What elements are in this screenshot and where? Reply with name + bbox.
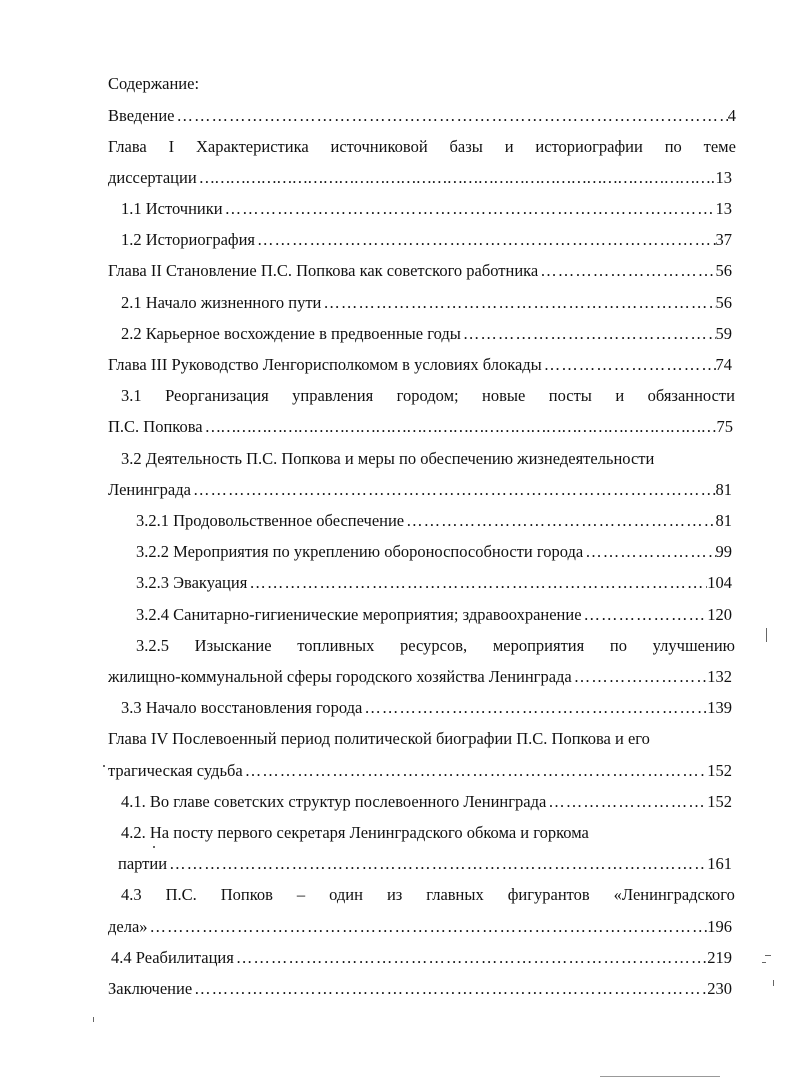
leader-dots bbox=[191, 478, 716, 502]
word: П.С. bbox=[165, 885, 197, 904]
entry-title: П.С. Попкова bbox=[108, 417, 203, 436]
word: – bbox=[296, 885, 306, 904]
toc-entry-3-1-line1 bbox=[121, 384, 735, 408]
toc-entry-3-2-2 bbox=[136, 540, 732, 564]
word: улучшению bbox=[652, 636, 735, 655]
leader-dots bbox=[247, 571, 707, 595]
toc-entry-2-1 bbox=[121, 291, 732, 315]
toc-entry-3-2-3 bbox=[136, 571, 732, 595]
entry-page: 59 bbox=[715, 324, 732, 343]
entry-page: 56 bbox=[715, 261, 732, 280]
word: управления bbox=[292, 386, 374, 405]
entry-title: Введение bbox=[108, 106, 175, 125]
entry-title: Глава III Руководство Ленгорисполкомом в условиях блокады bbox=[108, 355, 542, 374]
toc-entry-3-2-line2 bbox=[108, 478, 732, 502]
toc-entry-3-3 bbox=[121, 696, 732, 720]
word: посты bbox=[548, 386, 592, 405]
word: обязанности bbox=[647, 386, 735, 405]
entry-page: 99 bbox=[715, 542, 732, 561]
entry-page: 75 bbox=[716, 417, 733, 436]
word: и bbox=[615, 386, 625, 405]
toc-entry-2-2 bbox=[121, 322, 732, 346]
leader-dots bbox=[223, 197, 716, 221]
leader-dots bbox=[234, 946, 707, 970]
leader-dots bbox=[148, 915, 708, 939]
toc-entry-3-2-line1: 3.2 Деятельность П.С. Попкова и меры по обеспечению жизнедеятельности bbox=[121, 449, 655, 468]
word: топливных bbox=[297, 636, 375, 655]
leader-dots bbox=[461, 322, 716, 346]
entry-title: 1.2 Историография bbox=[121, 230, 256, 249]
word: источниковой bbox=[330, 137, 428, 156]
entry-title: 3.2.1 Продовольственное обеспечение bbox=[136, 511, 405, 530]
entry-title: Ленинграда bbox=[108, 480, 191, 499]
scan-artifact bbox=[762, 962, 766, 963]
entry-page: 219 bbox=[707, 948, 732, 967]
entry-page: 120 bbox=[707, 605, 732, 624]
toc-entry-introduction bbox=[108, 104, 736, 128]
entry-title: Заключение bbox=[108, 979, 193, 998]
word: 3.1 bbox=[121, 386, 142, 405]
scan-artifact bbox=[153, 846, 155, 848]
entry-title: 1.1 Источники bbox=[121, 199, 223, 218]
entry-page: 13 bbox=[715, 168, 732, 187]
entry-page: 196 bbox=[707, 917, 732, 936]
word: один bbox=[329, 885, 363, 904]
entry-title: 3.2.4 Санитарно-гигиенические мероприятия; здравоохранение bbox=[136, 605, 582, 624]
toc-entry-chapter-1-line1 bbox=[108, 135, 736, 159]
word: новые bbox=[482, 386, 526, 405]
entry-title: трагическая судьба bbox=[108, 761, 243, 780]
leader-dots bbox=[321, 291, 715, 315]
entry-page: 152 bbox=[707, 792, 732, 811]
toc-entry-3-2-4 bbox=[136, 603, 732, 627]
leader-dots bbox=[175, 104, 728, 128]
leader-dots bbox=[542, 353, 716, 377]
entry-title: жилищно-коммунальной сферы городского хозяйства Ленинграда bbox=[108, 667, 572, 686]
entry-title: 3.2.3 Эвакуация bbox=[136, 573, 248, 592]
word: фигурантов bbox=[507, 885, 590, 904]
entry-page: 104 bbox=[707, 573, 732, 592]
word: ресурсов, bbox=[400, 636, 468, 655]
toc-entry-chapter-1-line2 bbox=[108, 166, 732, 190]
entry-title: 4.1. Во главе советских структур послевоенного Ленинграда bbox=[121, 792, 547, 811]
toc-entry-4-2-line2 bbox=[118, 852, 732, 876]
word: базы bbox=[449, 137, 483, 156]
toc-entry-4-1 bbox=[121, 790, 732, 814]
toc-entry-1-1 bbox=[121, 197, 732, 221]
toc-entry-3-2-1 bbox=[136, 509, 732, 533]
toc-entry-chapter-4-line1: Глава IV Послевоенный период политической биографии П.С. Попкова и его bbox=[108, 729, 650, 748]
entry-page: 230 bbox=[707, 979, 732, 998]
toc-entry-3-2-5-line2 bbox=[108, 665, 732, 689]
entry-title: 3.2.2 Мероприятия по укреплению обороноспособности города bbox=[136, 542, 584, 561]
entry-page: 4 bbox=[727, 106, 736, 125]
leader-dots bbox=[404, 509, 715, 533]
word: Реорганизация bbox=[165, 386, 269, 405]
leader-dots bbox=[255, 228, 715, 252]
word: теме bbox=[703, 137, 736, 156]
scan-artifact bbox=[766, 628, 767, 642]
leader-dots bbox=[583, 540, 715, 564]
word: главных bbox=[426, 885, 484, 904]
entry-title: 3.3 Начало восстановления города bbox=[121, 698, 363, 717]
scan-artifact bbox=[103, 765, 105, 767]
entry-page: 56 bbox=[715, 293, 732, 312]
entry-title: 4.4 Реабилитация bbox=[111, 948, 234, 967]
leader-dots bbox=[572, 665, 708, 689]
scan-artifact bbox=[765, 955, 771, 956]
leader-dots bbox=[197, 166, 716, 190]
leader-dots bbox=[203, 415, 717, 439]
word: 4.3 bbox=[121, 885, 142, 904]
entry-page: 81 bbox=[715, 511, 732, 530]
toc-heading: Содержание: bbox=[108, 74, 200, 93]
word: городом; bbox=[396, 386, 459, 405]
word: историографии bbox=[535, 137, 643, 156]
word: по bbox=[609, 636, 627, 655]
toc-entry-4-3-line1 bbox=[121, 883, 735, 907]
entry-title: 2.1 Начало жизненного пути bbox=[121, 293, 322, 312]
word: 3.2.5 bbox=[136, 636, 169, 655]
entry-page: 13 bbox=[715, 199, 732, 218]
leader-dots bbox=[167, 852, 707, 876]
entry-title: Глава II Становление П.С. Попкова как советского работника bbox=[108, 261, 539, 280]
word: Попков bbox=[220, 885, 273, 904]
leader-dots bbox=[546, 790, 707, 814]
entry-title: партии bbox=[118, 854, 168, 873]
entry-page: 81 bbox=[715, 480, 732, 499]
toc-entry-3-2-5-line1 bbox=[136, 634, 735, 658]
entry-page: 161 bbox=[707, 854, 732, 873]
toc-entry-4-2-line1: 4.2. На посту первого секретаря Ленинградского обкома и горкома bbox=[121, 823, 589, 842]
entry-title: дела» bbox=[108, 917, 148, 936]
scan-artifact bbox=[93, 1017, 94, 1022]
word: по bbox=[664, 137, 682, 156]
toc-entry-conclusion bbox=[108, 977, 732, 1001]
word: Характеристика bbox=[195, 137, 309, 156]
toc-entry-1-2 bbox=[121, 228, 732, 252]
word: Глава bbox=[108, 137, 147, 156]
toc-entry-chapter-2 bbox=[108, 259, 732, 283]
toc-entry-chapter-4-line2 bbox=[108, 759, 732, 783]
entry-page: 74 bbox=[715, 355, 732, 374]
entry-title: 2.2 Карьерное восхождение в предвоенные годы bbox=[121, 324, 461, 343]
leader-dots bbox=[538, 259, 715, 283]
entry-title: диссертации bbox=[108, 168, 197, 187]
scan-artifact bbox=[773, 980, 774, 986]
word: и bbox=[504, 137, 514, 156]
leader-dots bbox=[243, 759, 708, 783]
leader-dots bbox=[362, 696, 707, 720]
word: I bbox=[168, 137, 175, 156]
word: из bbox=[386, 885, 403, 904]
leader-dots bbox=[582, 603, 708, 627]
toc-entry-3-1-line2 bbox=[108, 415, 733, 439]
toc-entry-4-4 bbox=[111, 946, 732, 970]
entry-page: 139 bbox=[707, 698, 732, 717]
leader-dots bbox=[192, 977, 707, 1001]
toc-entry-4-3-line2 bbox=[108, 915, 732, 939]
word: Изыскание bbox=[194, 636, 272, 655]
entry-page: 132 bbox=[707, 667, 732, 686]
word: мероприятия bbox=[492, 636, 585, 655]
toc-entry-chapter-3 bbox=[108, 353, 732, 377]
entry-page: 37 bbox=[715, 230, 732, 249]
entry-page: 152 bbox=[707, 761, 732, 780]
word: «Ленинградского bbox=[613, 885, 735, 904]
scan-artifact bbox=[600, 1076, 720, 1077]
